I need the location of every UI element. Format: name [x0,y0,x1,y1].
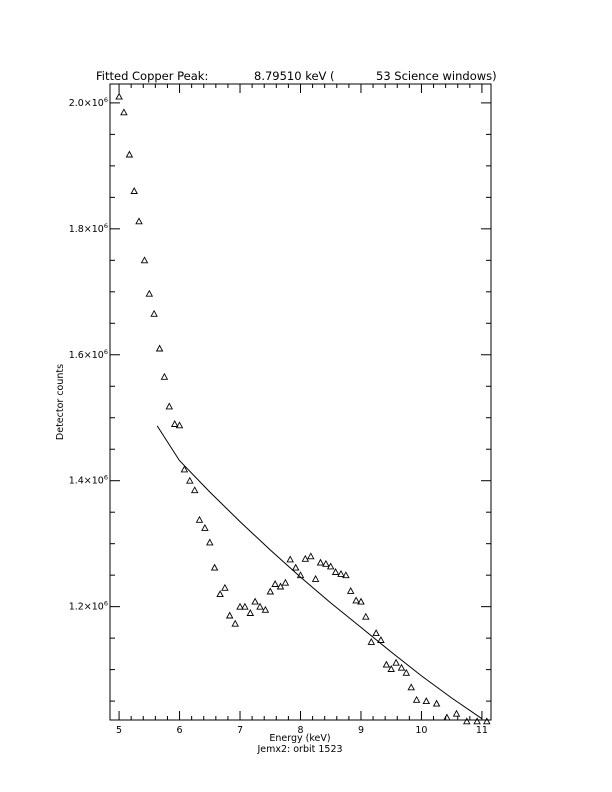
data-point [358,599,364,605]
data-point [272,581,278,587]
y-tick-labels [69,96,108,613]
data-point [383,662,389,668]
y-axis-label: Detector counts [55,363,66,441]
data-point [197,517,203,523]
data-point [166,403,172,409]
tick-marks [110,84,491,720]
data-point [207,539,213,545]
data-point [454,711,460,717]
data-point [136,218,142,224]
data-point [131,188,137,194]
chart-title-left: Fitted Copper Peak: [96,69,209,83]
data-point [121,109,127,115]
data-point [484,718,490,724]
data-point [313,576,319,582]
data-point [293,565,299,571]
chart-subtitle: Jemx2: orbit 1523 [257,744,343,755]
data-point [302,556,308,562]
plot-frame [110,84,491,720]
data-point [308,553,314,559]
data-point [252,599,258,605]
data-point [222,585,228,591]
data-point [116,94,122,100]
data-point [227,613,233,619]
data-point [393,660,399,666]
data-point [192,487,198,493]
data-point [363,614,369,620]
data-point [348,588,354,594]
y-tick-label: $1.2\times 10^6$ [68,599,108,613]
data-point [126,152,132,158]
data-point [373,630,379,636]
fit-curve-group [157,426,482,719]
data-point [217,591,223,597]
y-tick-label: $1.4\times 10^6$ [68,473,108,487]
data-point [414,697,420,703]
data-point [161,374,167,380]
data-point [434,701,440,707]
data-point [151,311,157,317]
x-tick-label: 10 [415,725,428,736]
data-point [247,610,253,616]
chart-title-right: 53 Science windows) [376,69,497,83]
data-point [423,698,429,704]
fit-curve [157,426,482,719]
data-point [282,580,288,586]
data-point [172,421,178,427]
data-point [474,718,480,724]
data-point [343,572,349,578]
data-point [338,571,344,577]
chart-title-value: 8.79510 keV ( [254,69,335,83]
data-point [287,556,293,562]
data-point [212,565,218,571]
data-point [464,718,470,724]
x-tick-label: 7 [237,725,244,736]
data-point [323,561,329,567]
data-point [242,604,248,610]
data-point [368,639,374,645]
data-point [378,637,384,643]
y-tick-label: $1.6\times 10^6$ [68,347,108,361]
x-tick-label: 8 [297,725,304,736]
x-tick-label: 5 [116,725,123,736]
data-point [157,346,163,352]
data-point [318,560,324,566]
data-point [444,715,450,721]
data-point [267,589,273,595]
x-tick-label: 9 [357,725,364,736]
data-point [146,291,152,297]
data-point [353,597,359,603]
x-axis-label: Energy (keV) [269,733,331,744]
data-point [202,525,208,531]
y-tick-label: $1.8\times 10^6$ [68,221,108,235]
data-point [232,621,238,627]
data-point [333,569,339,575]
data-points-group [116,94,490,724]
data-point [408,684,414,690]
x-tick-label: 11 [475,725,488,736]
y-tick-label: $2.0\times 10^6$ [68,95,108,109]
data-point [187,478,193,484]
x-tick-label: 6 [176,725,183,736]
data-point [142,257,148,263]
